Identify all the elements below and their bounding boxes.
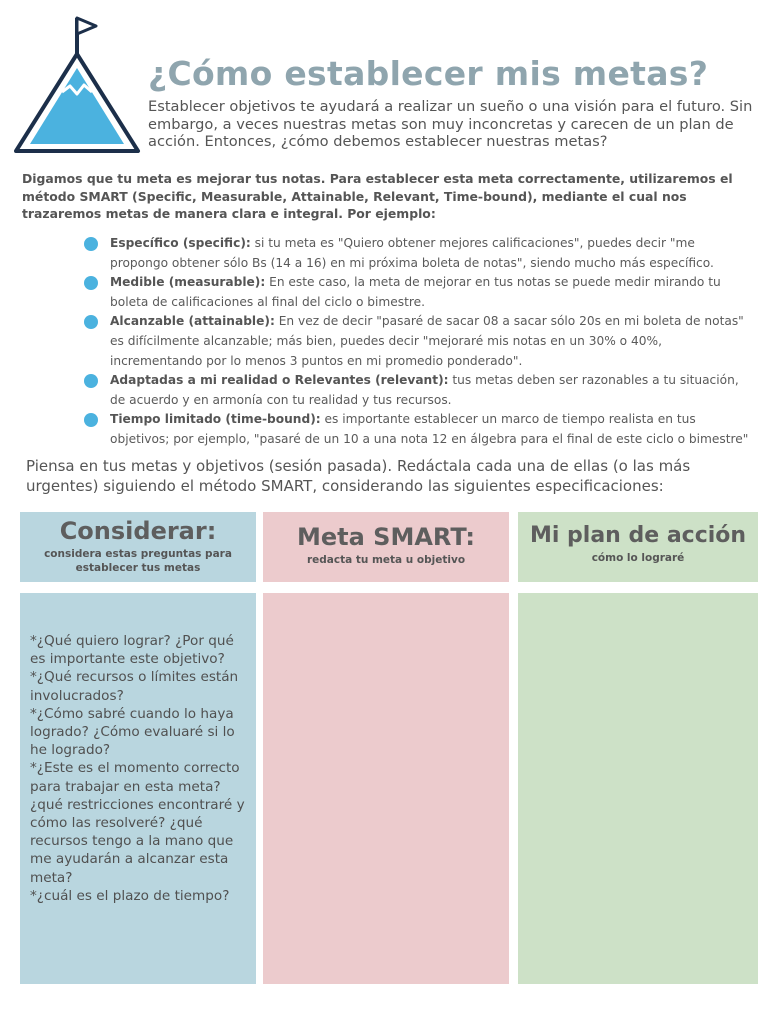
- smart-goal-header: [263, 512, 509, 582]
- smart-text: si tu meta es "Quiero obtener mejores calificaciones", puedes decir "me propongo obtener sólo Bs (14 a 16) en mi próxima boleta de notas", siendo mucho más específico.: [110, 236, 714, 270]
- action-plan-box[interactable]: [518, 593, 758, 984]
- consider-heading: Considerar:: [59, 517, 217, 545]
- instructions-prompt: Piensa en tus metas y objetivos (sesión pasada). Redáctala cada una de ellas (o las más urgentes) siguiendo el método SMART, considerando las siguientes especificaciones:: [26, 457, 691, 495]
- action-plan-subheading: cómo lo lograré: [591, 552, 685, 565]
- bullet-dot-icon: [84, 413, 98, 427]
- smart-term: Adaptadas a mi realidad o Relevantes (relevant):: [110, 373, 449, 388]
- smart-text: tus metas deben ser razonables a tu situación, de acuerdo y en armonía con tu realidad y tus recursos.: [110, 373, 739, 407]
- bullet-dot-icon: [84, 315, 98, 329]
- mountain-flag-icon: [10, 14, 144, 156]
- smart-item-relevant: [84, 371, 756, 410]
- page-title: ¿Cómo establecer mis metas?: [148, 54, 709, 93]
- bullet-dot-icon: [84, 374, 98, 388]
- smart-term: Tiempo limitado (time-bound):: [110, 412, 321, 427]
- smart-term: Medible (measurable):: [110, 275, 266, 290]
- smart-item-specific: [84, 234, 756, 273]
- bullet-dot-icon: [84, 276, 98, 290]
- smart-item-time-bound: [84, 410, 756, 449]
- smart-item-measurable: [84, 273, 756, 312]
- smart-term: Alcanzable (attainable):: [110, 314, 275, 329]
- intro-paragraph: Digamos que tu meta es mejorar tus notas. Para establecer esta meta correctamente, utilizaremos el método SMART (Specific, Measurable, Attainable, Relevant, Time-bound), mediante el cual nos trazaremos metas de manera clara e integral. Por ejemplo:: [22, 171, 733, 221]
- consider-subheading: considera estas preguntas para establecer tus metas: [44, 548, 232, 575]
- smart-goal-heading: Meta SMART:: [297, 523, 475, 551]
- smart-text: En este caso, la meta de mejorar en tus notas se puede medir mirando tu boleta de calificaciones al final del ciclo o bimestre.: [110, 275, 721, 309]
- smart-goal-subheading: redacta tu meta u objetivo: [306, 554, 466, 567]
- smart-text: En vez de decir "pasaré de sacar 08 a sacar sólo 20s en mi boleta de notas" es difícilmente alcanzable; más bien, puedes decir "mejoraré mis notas en un 30% o 40%, incrementando por lo menos 3 puntos en mi promedio ponderado".: [110, 314, 744, 368]
- page-subtitle: Establecer objetivos te ayudará a realizar un sueño o una visión para el futuro. Sin embargo, a veces nuestras metas son muy inconcretas y carecen de un plan de acción. Entonces, ¿cómo debemos establecer nuestras metas?: [148, 98, 753, 150]
- consider-header: [20, 512, 256, 582]
- consider-questions: *¿Qué quiero lograr? ¿Por qué es importante este objetivo? *¿Qué recursos o límites están involucrados? *¿Cómo sabré cuando lo haya logrado? ¿Cómo evaluaré si lo he logrado? *¿Este es el momento correcto para trabajar en esta meta? ¿qué restricciones encontraré y cómo las resolveré? ¿qué recursos tengo a la mano que me ayudarán a alcanzar esta meta? *¿cuál es el plazo de tiempo?: [30, 633, 245, 904]
- smart-goal-box[interactable]: [263, 593, 509, 984]
- smart-list: [84, 234, 756, 450]
- action-plan-heading: Mi plan de acción: [529, 523, 747, 548]
- smart-item-attainable: [84, 312, 756, 371]
- smart-term: Específico (specific):: [110, 236, 251, 250]
- bullet-dot-icon: [84, 237, 98, 251]
- smart-text: es importante establecer un marco de tiempo realista en tus objetivos; por ejemplo, "pasaré de un 10 a una nota 12 en álgebra para el final de este ciclo o bimestre": [110, 412, 749, 446]
- action-plan-header: [518, 512, 758, 582]
